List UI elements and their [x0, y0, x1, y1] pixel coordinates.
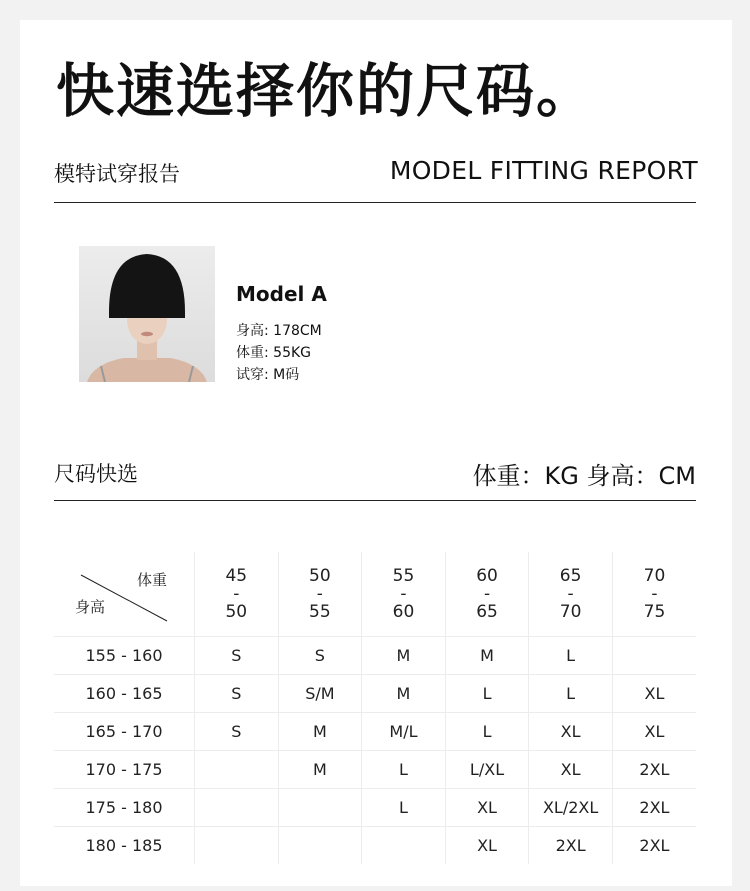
weight-range-header [362, 552, 446, 637]
weight-from: 55 [392, 566, 415, 586]
weight-to: 60 [392, 602, 415, 622]
height-range-cell: 180 - 185 [54, 827, 195, 865]
fitting-report-header [54, 154, 696, 203]
table-row [54, 751, 696, 789]
weight-separator: - [651, 584, 658, 604]
weight-from: 70 [643, 566, 666, 586]
weight-to: 70 [559, 602, 582, 622]
size-cell [278, 827, 362, 865]
size-cell [278, 789, 362, 827]
table-row [54, 675, 696, 713]
model-name: Model A [236, 282, 327, 306]
corner-height-label: 身高 [75, 598, 106, 616]
model-portrait-illustration [79, 246, 215, 382]
height-range-cell: 165 - 170 [54, 713, 195, 751]
weight-to: 50 [225, 602, 248, 622]
size-cell: 2XL [529, 827, 613, 865]
size-cell: S [195, 675, 279, 713]
weight-range-header [278, 552, 362, 637]
model-photo [79, 246, 215, 382]
diagonal-divider [55, 553, 193, 635]
size-cell: M [362, 675, 446, 713]
page-title: 快速选择你的尺码。 [56, 57, 597, 125]
weight-from: 50 [309, 566, 331, 586]
height-range-cell: 160 - 165 [54, 675, 195, 713]
table-row [54, 713, 696, 751]
size-cell: XL [445, 789, 529, 827]
size-quick-select-header [54, 452, 696, 501]
weight-separator: - [233, 584, 240, 604]
size-cell: L [362, 751, 446, 789]
model-info [236, 282, 327, 386]
unit-legend: 体重：KG 身高：CM [472, 462, 696, 490]
size-cell: L [529, 675, 613, 713]
table-row [54, 637, 696, 675]
size-guide-card [20, 20, 732, 886]
size-cell: L [362, 789, 446, 827]
weight-header-row [54, 552, 696, 637]
size-cell: S/M [278, 675, 362, 713]
model-height: 身高: 178CM [236, 323, 322, 339]
size-cell: 2XL [612, 789, 696, 827]
size-cell [612, 637, 696, 675]
weight-range-header [612, 552, 696, 637]
size-cell [195, 789, 279, 827]
table-row [54, 827, 696, 865]
size-cell: XL [612, 675, 696, 713]
height-range-cell: 170 - 175 [54, 751, 195, 789]
size-cell: XL [612, 713, 696, 751]
weight-from: 60 [476, 566, 498, 586]
size-cell: S [278, 637, 362, 675]
weight-to: 55 [309, 602, 331, 622]
size-quick-select-title: 尺码快选 [54, 462, 138, 486]
size-cell: XL/2XL [529, 789, 613, 827]
size-cell: S [195, 637, 279, 675]
corner-cell [54, 552, 195, 637]
weight-to: 75 [643, 602, 666, 622]
corner-weight-label: 体重 [136, 571, 167, 589]
size-cell: XL [445, 827, 529, 865]
size-cell [195, 751, 279, 789]
model-weight: 体重: 55KG [236, 345, 312, 361]
size-cell: M/L [362, 713, 446, 751]
size-cell [362, 827, 446, 865]
fitting-report-title-en: MODEL FITTING REPORT [389, 156, 698, 185]
weight-separator: - [316, 584, 323, 604]
size-cell: L [529, 637, 613, 675]
weight-separator: - [483, 584, 491, 604]
size-cell: 2XL [612, 751, 696, 789]
size-cell: S [195, 713, 279, 751]
size-cell: M [278, 713, 362, 751]
fitting-report-title-zh: 模特试穿报告 [54, 162, 180, 186]
height-range-cell: 155 - 160 [54, 637, 195, 675]
weight-range-header [445, 552, 529, 637]
size-cell: XL [529, 713, 613, 751]
weight-range-header [529, 552, 613, 637]
model-tried-size: 试穿: M码 [236, 367, 300, 383]
weight-separator: - [567, 584, 574, 604]
table-row [54, 789, 696, 827]
size-cell [195, 827, 279, 865]
weight-from: 65 [559, 566, 582, 586]
weight-separator: - [400, 584, 407, 604]
size-cell: L [445, 713, 529, 751]
size-cell: M [278, 751, 362, 789]
height-range-cell: 175 - 180 [54, 789, 195, 827]
weight-range-header [195, 552, 279, 637]
size-cell: 2XL [639, 836, 670, 855]
size-cell: M [445, 637, 529, 675]
weight-from: 45 [225, 566, 248, 586]
weight-to: 65 [476, 602, 498, 622]
size-cell: L [445, 675, 529, 713]
size-chart-table [54, 552, 696, 864]
size-cell: M [362, 637, 446, 675]
size-cell: L/XL [445, 751, 529, 789]
size-cell: XL [529, 751, 613, 789]
